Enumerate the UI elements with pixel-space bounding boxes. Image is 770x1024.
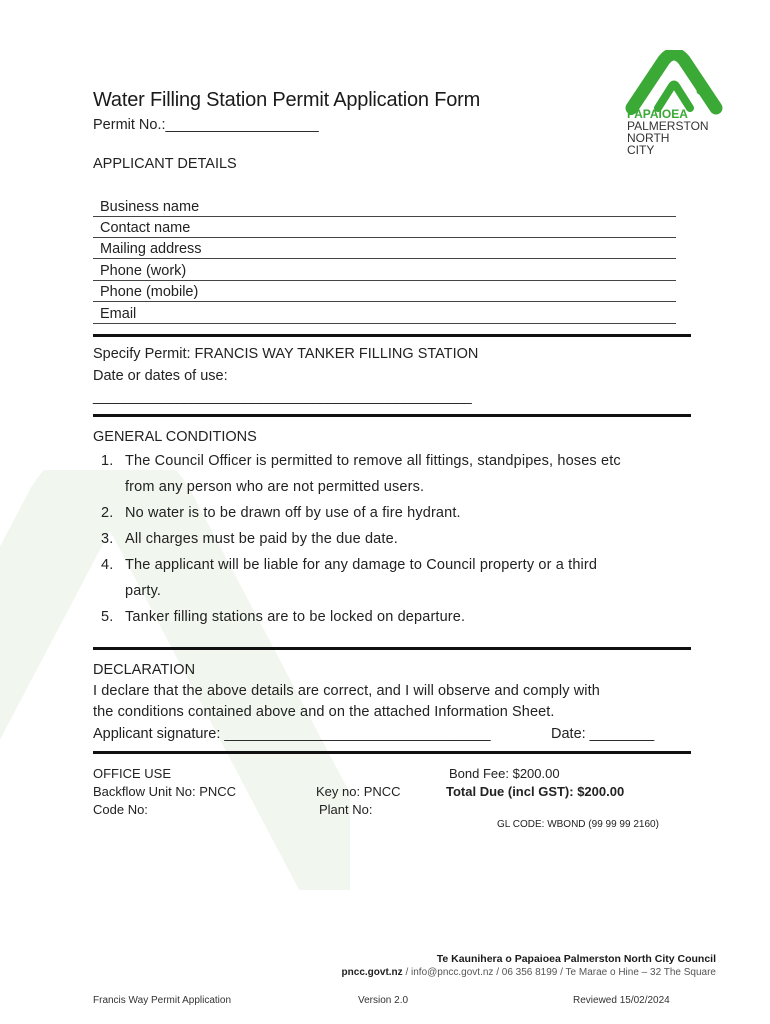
section-divider bbox=[93, 334, 691, 337]
declaration-text-line1: I declare that the above details are correct, and I will observe and comply with bbox=[93, 683, 600, 699]
phone-mobile-label: Phone (mobile) bbox=[100, 284, 199, 300]
declaration-text-line2: the conditions contained above and on the attached Information Sheet. bbox=[93, 704, 555, 720]
logo-line-city: CITY bbox=[627, 143, 655, 157]
condition-item bbox=[93, 604, 693, 630]
backflow-unit-field: Backflow Unit No: PNCC bbox=[93, 784, 237, 799]
business-name-label: Business name bbox=[100, 199, 200, 215]
condition-text: No water is to be drawn off by use of a fire hydrant. bbox=[125, 505, 461, 521]
footer-contact-details: / info@pncc.govt.nz / 06 356 8199 / Te Marae o Hine – 32 The Square bbox=[402, 967, 716, 978]
footer-website-link[interactable]: pncc.govt.nz bbox=[341, 967, 403, 978]
dates-of-use-label: Date or dates of use: bbox=[93, 368, 228, 384]
declaration-heading: DECLARATION bbox=[93, 662, 196, 678]
phone-mobile-field[interactable] bbox=[93, 280, 676, 302]
footer-reviewed-date: Reviewed 15/02/2024 bbox=[573, 995, 670, 1006]
section-divider bbox=[93, 414, 691, 417]
specify-permit-text: Specify Permit: FRANCIS WAY TANKER FILLING STATION bbox=[93, 346, 479, 362]
condition-number: 1. bbox=[101, 453, 114, 469]
mailing-address-label: Mailing address bbox=[100, 241, 202, 257]
conditions-list bbox=[93, 448, 693, 630]
total-due-text: Total Due (incl GST): $200.00 bbox=[446, 784, 625, 799]
applicant-signature-field[interactable]: Applicant signature: _________________________________ bbox=[93, 726, 491, 742]
condition-item bbox=[93, 448, 693, 500]
condition-number: 2. bbox=[101, 505, 114, 521]
section-divider bbox=[93, 751, 691, 754]
email-label: Email bbox=[100, 306, 137, 322]
condition-item bbox=[93, 500, 693, 526]
bond-fee-text: Bond Fee: $200.00 bbox=[449, 766, 560, 781]
email-field[interactable] bbox=[93, 302, 676, 324]
logo-wordmark bbox=[627, 108, 709, 156]
footer-council-name: Te Kaunihera o Papaioea Palmerston North City Council bbox=[436, 953, 716, 965]
footer-contact-line bbox=[342, 967, 716, 978]
condition-number: 5. bbox=[101, 609, 114, 625]
declaration-date-field[interactable]: Date: ________ bbox=[551, 726, 655, 742]
dates-of-use-field[interactable]: __________________________________________________ bbox=[93, 389, 472, 405]
footer-document-name: Francis Way Permit Application bbox=[93, 995, 232, 1006]
condition-text: party. bbox=[125, 583, 162, 599]
logo-line-papaioea: PAPAIOEA bbox=[627, 107, 688, 121]
contact-name-field[interactable] bbox=[93, 216, 676, 238]
code-no-field: Code No: bbox=[93, 802, 148, 817]
condition-text: from any person who are not permitted users. bbox=[125, 479, 425, 495]
footer-version: Version 2.0 bbox=[358, 995, 409, 1006]
condition-text: The Council Officer is permitted to remove all fittings, standpipes, hoses etc bbox=[125, 453, 621, 469]
phone-work-field[interactable] bbox=[93, 259, 676, 281]
phone-work-label: Phone (work) bbox=[100, 263, 187, 279]
condition-item bbox=[93, 526, 693, 552]
business-name-field[interactable] bbox=[93, 195, 676, 217]
logo-line-north: NORTH bbox=[627, 131, 670, 145]
form-title: Water Filling Station Permit Application Form bbox=[93, 89, 481, 111]
contact-name-label: Contact name bbox=[100, 220, 191, 236]
mailing-address-field[interactable] bbox=[93, 237, 676, 259]
applicant-details-heading: APPLICANT DETAILS bbox=[93, 156, 237, 172]
condition-number: 4. bbox=[101, 557, 114, 573]
condition-text: The applicant will be liable for any damage to Council property or a third bbox=[125, 557, 598, 573]
condition-number: 3. bbox=[101, 531, 114, 547]
office-use-heading: OFFICE USE bbox=[93, 766, 172, 781]
plant-no-field: Plant No: bbox=[319, 802, 373, 817]
condition-text: Tanker filling stations are to be locked on departure. bbox=[125, 609, 466, 625]
gl-code-text: GL CODE: WBOND (99 99 99 2160) bbox=[497, 819, 659, 830]
key-no-field: Key no: PNCC bbox=[316, 784, 401, 799]
general-conditions-heading: GENERAL CONDITIONS bbox=[93, 429, 257, 445]
logo-line-palmerston: PALMERSTON bbox=[627, 119, 709, 133]
condition-text: All charges must be paid by the due date. bbox=[125, 531, 398, 547]
section-divider bbox=[93, 647, 691, 650]
condition-item bbox=[93, 552, 693, 604]
permit-number-field[interactable]: Permit No.:___________________ bbox=[93, 117, 319, 133]
